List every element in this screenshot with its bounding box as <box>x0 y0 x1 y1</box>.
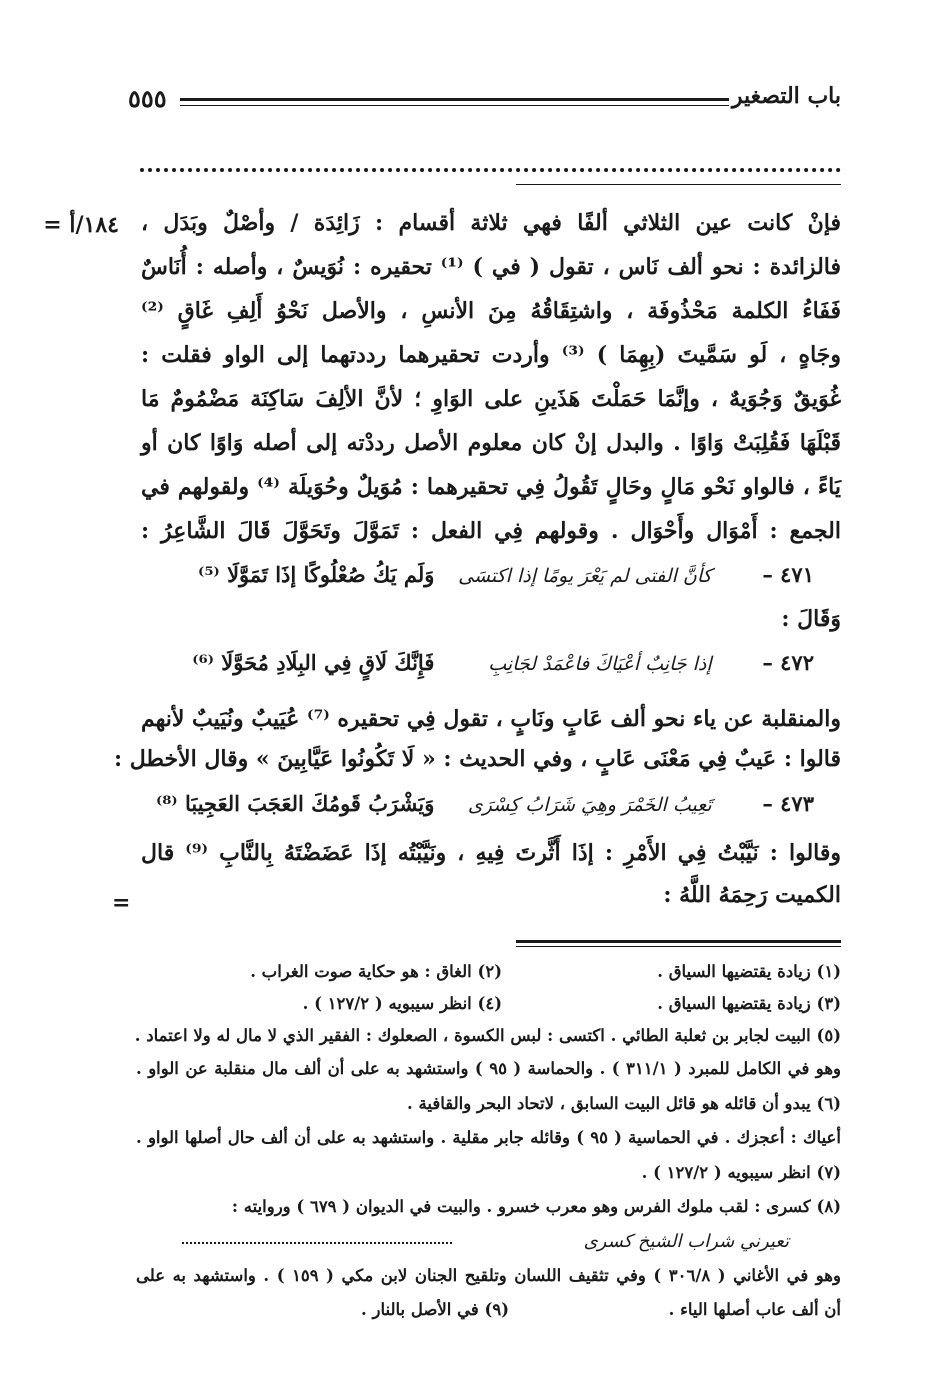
body-line: وجَاهٍ ، لَو سَمَّيتَ (بِهِمَا ) ⁽³⁾ وأردت تحقيرهما رددتهما إلى الواو فقلت : <box>141 342 841 368</box>
verse-number: ٤٧٢ – <box>762 650 814 675</box>
verse-471 <box>124 557 814 593</box>
verse-hemistich-second: وَلَم يَكُ صُعْلُوكًا إذَا تَمَوَّلَا ⁽⁵⁾ <box>198 562 435 587</box>
verse-number: ٤٧٣ – <box>762 791 814 816</box>
footnote-rule-thick <box>516 940 841 943</box>
footnote-5: (٥) البيت لجابر بن ثعلبة الطائي . اكتسى : لبس الكسوة ، الصعلوك : الفقير الذي لا مال له ولا اعتماد . <box>134 1026 841 1045</box>
body-line: الجمع : أَمْوَال وأَحْوَال . وقولهم فِي الفعل : تَمَوَّلَ وتَحَوَّلَ قَالَ الشَّاعِرُ : <box>141 518 841 544</box>
footnote-6-continued: أعياك : أعجزك . في الحماسية ( ٩٥ ) وقائله جابر مقلية . واستشهد به على أن ألف حال أصلها الواو . <box>136 1128 841 1147</box>
verse-hemistich-first: إذا جَانِبٌ أعْيَاكَ فاعْمَدْ لجَانِبِ <box>488 653 712 675</box>
footnote-5-continued: وهو في الكامل للمبرد ( ٣١١/١ ) . والحماسة ( ٩٥ ) واستشهد به على أن ألف مال منقلبة عن الواو . <box>136 1059 841 1078</box>
body-line: قالوا : عَيبٌ فِي مَعْنَى عَابٍ ، وفي الحديث : « لَا تَكُونُوا عَيَّابِينَ » وقال الأخطل : <box>113 746 841 772</box>
body-line: فالزائدة : نحو ألف نَاس ، تقول ( في ) ⁽¹⁾ تحقيره : نُوَيسٌ ، وأصله : أُنَاسٌ <box>141 254 841 280</box>
section-rule <box>516 184 841 185</box>
footnote-2: (٢) الغاق : هو حكاية صوت الغراب . <box>250 962 502 981</box>
verse-number: ٤٧١ – <box>762 562 814 587</box>
dotted-divider <box>140 168 841 172</box>
verse-473 <box>124 786 814 822</box>
body-line: قَبْلَهَا فَقُلِبَتْ وَاوًا . والبدل إنْ كان معلوم الأصل رددْته إلى أصله وَاوًا كان أو <box>141 430 841 456</box>
verse-hemistich-first: كأنَّ الفتى لم يَعْرَ يومًا إذا اكتسَى <box>458 565 712 587</box>
footnote-8-end: أن ألف عاب أصلها الياء . <box>668 1300 841 1319</box>
body-line: فَفَاءُ الكلمة مَحْذُوفَة ، واشتِقَاقُهُ مِنَ الأنسِ ، والأصل نَحْوُ أَلِفِ غَاقٍ ⁽²⁾ <box>141 298 841 324</box>
continuation-mark: = <box>112 890 131 916</box>
body-line: وقالوا : نَيَّبْتُ فِي الأَمْرِ : إذَا أَثَّرتَ فِيهِ ، ونَيَّبْتُه إذَا عَضَضْتَهُ بِالنَّابِ ⁽⁹⁾ قال <box>141 840 842 866</box>
header-rule-thin <box>180 105 729 106</box>
body-line: والمنقلبة عن ياء نحو ألف عَابٍ ونَابٍ ، تقول فِي تحقيره ⁽⁷⁾ عُيَيبٌ ونُيَيبٌ لأنهم <box>140 706 841 732</box>
footnote-1: (١) زيادة يقتضيها السياق . <box>657 962 841 981</box>
verse-hemistich-first: تَعِيبُ الخَمْرَ وهِيَ شَرَابُ كِسْرَى <box>467 794 712 816</box>
body-line: الكميت رَحِمَهُ اللَّهُ : <box>663 882 841 908</box>
footnote-9: (٩) في الأصل بالنار . <box>361 1300 509 1319</box>
body-line: يَاءً ، فالواو نَحْو مَالٍ وحَالٍ تَقُولُ فِي تحقيرهما : مُوَيلٌ وحُوَيلَة ⁽⁴⁾ ولقولهم في <box>141 474 842 500</box>
body-line: فإنْ كانت عين الثلاثي ألفًا فهي ثلاثة أقسام : زَائِدَة / وأصْلٌ وبَدَل ، <box>141 210 841 236</box>
footnote-rule-thin <box>516 946 841 947</box>
footnote-8-continued: وهو في الأغاني ( ٣٠٦/٨ ) وفي تثقيف اللسان وتلقيح الجنان لابن مكي ( ١٥٩ ) . واستشهد به على <box>136 1266 841 1285</box>
chapter-title: باب التصغير <box>731 83 841 109</box>
manuscript-folio-ref: ١٨٤/أ = <box>43 212 119 238</box>
page-number: ٥٥٥ <box>128 84 167 113</box>
verse-hemistich-second: وَيَشْرَبُ قَومُكَ العَجَبَ العَجِيبَا ⁽⁸⁾ <box>155 791 435 816</box>
verse-hemistich-second: فَإِنَّكَ لَاقٍ فِي البِلَادِ مُحَوَّلَا ⁽⁶⁾ <box>192 650 435 675</box>
body-line: غُوَيقٌ وَجُوَيهٌ ، وإنَّمَا حَمَلْتَ هَذَينِ على الوَاوِ ؛ لأنَّ الألِفَ سَاكِنَة مَضْمُومٌ مَا <box>141 386 841 412</box>
footnote-6: (٦) يبدو أن قائله هو قائل البيت السابق ، لاتحاد البحر والقافية . <box>407 1094 841 1113</box>
footnote-8-poem-dots <box>182 1242 452 1244</box>
footnote-8: (٨) كسرى : لقب ملوك الفرس وهو معرب خسرو . والبيت في الديوان ( ٦٧٩ ) وروايته : <box>231 1197 841 1216</box>
footnote-3: (٣) زيادة يقتضيها السياق . <box>657 994 841 1013</box>
footnote-7: (٧) انظر سيبويه ( ١٢٧/٢ ) . <box>641 1163 841 1182</box>
verse-472 <box>124 645 814 681</box>
header-rule-thick <box>180 98 729 101</box>
body-line: وَقَالَ : <box>781 606 841 632</box>
footnote-8-poem: تعيرني شراب الشيخ كسرى <box>583 1231 789 1252</box>
footnote-4: (٤) انظر سيبويه ( ١٢٧/٢ ) . <box>302 994 502 1013</box>
